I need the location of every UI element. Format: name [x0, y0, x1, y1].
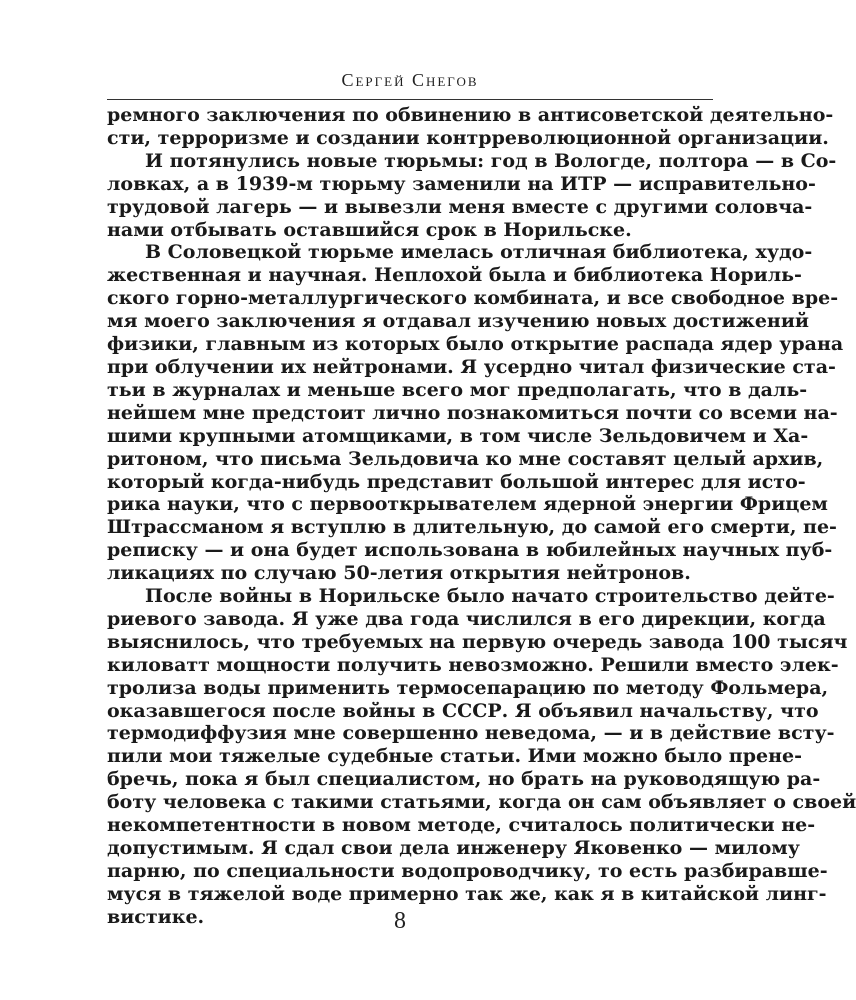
running-head-author: Сергей Снегов — [341, 70, 479, 90]
text-line: тролиза воды применить термосепарацию по методу Фольмера, — [107, 676, 829, 699]
text-line: нами отбывать оставшийся срок в Норильске. — [107, 218, 632, 241]
text-line: И потянулись новые тюрьмы: год в Вологде, полтора — в Со- — [145, 149, 837, 172]
text-line: физики, главным из которых было открытие распада ядер урана — [107, 333, 844, 356]
text-line: ловках, а в 1939-м тюрьму заменили на ИТР — исправительно- — [107, 172, 816, 195]
text-line: оказавшегося после войны в СССР. Я объявил начальству, что — [107, 699, 819, 722]
text-line: В Соловецкой тюрьме имелась отличная библиотека, худо- — [145, 241, 813, 264]
text-line: бречь, пока я был специалистом, но брать на руководящую ра- — [107, 768, 821, 791]
text-line: ремного заключения по обвинению в антисоветской деятельно- — [107, 104, 834, 126]
text-line: трудовой лагерь — и вывезли меня вместе с другими соловча- — [107, 195, 813, 218]
text-line: допустимым. Я сдал свои дела инженеру Яковенко — милому — [107, 837, 800, 859]
header-rule — [107, 99, 713, 100]
text-line: термодиффузия мне совершенно неведома, — и в действие всту- — [107, 722, 835, 745]
text-line: реписку — и она будет использована в юбилейных научных пуб- — [107, 539, 833, 562]
text-line: риевого завода. Я уже два года числился в его дирекции, когда — [107, 607, 826, 630]
page-number: 8 — [394, 908, 406, 934]
text-line: сти, терроризме и создании контрреволюционной организации. — [107, 126, 829, 149]
text-line: шими крупными атомщиками, в том числе Зельдовичем и Ха- — [107, 424, 809, 447]
text-line: рика науки, что с первооткрывателем ядерной энергии Фрицем — [107, 493, 828, 516]
text-line: пили мои тяжелые судебные статьи. Ими можно было прене- — [107, 745, 802, 768]
text-line: который когда-нибудь представит большой интерес для исто- — [107, 470, 806, 493]
text-line: при облучении их нейтронами. Я усердно читал физические ста- — [107, 355, 836, 378]
text-line: тьи в журналах и меньше всего мог предполагать, что в даль- — [107, 378, 808, 401]
text-line: парню, по специальности водопроводчику, то есть разбиравше- — [107, 859, 828, 882]
text-line: ликациях по случаю 50-летия открытия нейтронов. — [107, 562, 691, 585]
text-line: Штрассманом я вступлю в длительную, до самой его смерти, пе- — [107, 516, 837, 539]
text-line: выяснилось, что требуемых на первую очередь завода 100 тысяч — [107, 630, 848, 653]
text-line: вистике. — [107, 905, 205, 928]
text-line: жественная и научная. Неплохой была и библиотека Нориль- — [107, 264, 802, 287]
text-line: киловатт мощности получить невозможно. Решили вместо элек- — [107, 653, 839, 676]
text-line: нейшем мне предстоит лично познакомиться почти со всеми на- — [107, 401, 838, 424]
text-line: ского горно-металлургического комбината, и все свободное вре- — [107, 287, 839, 310]
text-line: боту человека с такими статьями, когда он сам объявляет о своей — [107, 791, 856, 814]
text-line: мя моего заключения я отдавал изучению новых достижений — [107, 310, 810, 333]
text-line: некомпетентности в новом методе, считалось политически не- — [107, 814, 816, 837]
text-line: ритоном, что письма Зельдовича ко мне составят целый архив, — [107, 447, 824, 470]
body-text — [107, 104, 856, 929]
text-line: После войны в Норильске было начато строительство дейте- — [145, 585, 835, 608]
text-line: муся в тяжелой воде примерно так же, как я в китайской линг- — [107, 882, 827, 905]
